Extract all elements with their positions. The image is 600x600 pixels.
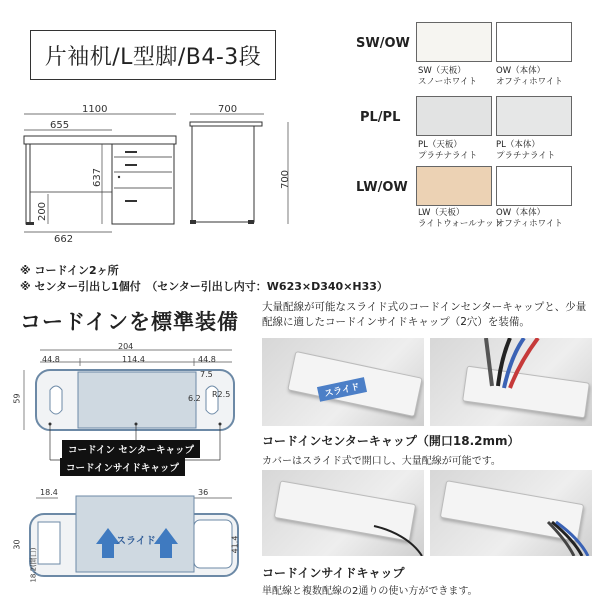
multi-cable	[430, 470, 592, 556]
dim-small-h: 6.2	[188, 394, 201, 403]
center-cap-photo-open	[430, 338, 592, 426]
dim-side-width: 700	[218, 104, 238, 115]
center-cap-photo-closed	[262, 338, 424, 426]
swatch-caption: OW（本体） オフティホワイト	[496, 208, 563, 229]
side-cap-heading: コードインサイドキャップ	[262, 566, 405, 580]
swatch-caption: LW（天板） ライトウォールナット	[418, 208, 503, 229]
note-center-drawer: ※ センター引出し1個付 （センター引出し内寸：W623×D340×H33）	[20, 280, 388, 293]
dim-width-total: 1100	[82, 104, 108, 115]
dim-height-inner: 637	[92, 167, 104, 188]
feature-heading: コードインを標準装備	[20, 310, 239, 334]
dim-small-r: 7.5	[200, 370, 213, 379]
slide-d2: 36	[198, 488, 209, 497]
color-code-lw-ow: LW/OW	[356, 180, 408, 195]
slide-label: スライド	[116, 536, 156, 547]
product-title: 片袖机/L型脚/B4-3段	[30, 30, 276, 80]
center-cap-label: コードイン センターキャップ	[62, 440, 200, 458]
dim-height-bottom: 200	[37, 201, 49, 222]
swatch-pl-body[interactable]	[496, 96, 572, 136]
swatch-sw-top[interactable]	[416, 22, 492, 62]
slide-tag: スライド	[317, 377, 367, 402]
swatch-caption: OW（本体） オフティホワイト	[496, 66, 563, 87]
dim-side-height: 700	[280, 169, 292, 190]
dim-left: 44.8	[42, 355, 60, 364]
swatch-caption: SW（天板） スノーホワイト	[418, 66, 477, 87]
center-cap-heading: コードインセンターキャップ（開口18.2mm）	[262, 434, 520, 448]
slide-d5: 41.4	[230, 535, 240, 554]
slide-d1: 18.4	[40, 488, 58, 497]
single-cable	[262, 470, 424, 556]
intro-text: 大量配線が可能なスライド式のコードインセンターキャップと、少量配線に適したコードインサイドキャップ（2穴）を装備。	[262, 301, 587, 328]
side-cap-label: コードインサイドキャップ	[60, 458, 185, 476]
side-cap-photo-multi	[430, 470, 592, 556]
dim-right: 44.8	[198, 355, 216, 364]
swatch-caption: PL（本体） プラチナライト	[496, 140, 556, 161]
dim-radius: R2.5	[212, 390, 231, 399]
color-code-sw-ow: SW/OW	[356, 36, 410, 51]
color-code-pl-pl: PL/PL	[360, 110, 401, 125]
dim-total: 204	[118, 342, 134, 351]
swatch-ow-body[interactable]	[496, 166, 572, 206]
swatch-ow-body[interactable]	[496, 22, 572, 62]
slide-d4: 18.2(開口)	[29, 547, 38, 583]
dim-depth-bottom: 662	[54, 234, 74, 245]
cable-bundle	[430, 338, 592, 426]
dim-mid: 114.4	[122, 355, 145, 364]
swatch-lw-top[interactable]	[416, 166, 492, 206]
side-cap-photo-single	[262, 470, 424, 556]
side-cap-text: 単配線と複数配線の2通りの使い方ができます。	[262, 586, 478, 597]
center-cap-text: カバーはスライド式で開口し、大量配線が可能です。	[262, 456, 501, 467]
swatch-pl-top[interactable]	[416, 96, 492, 136]
note-cord-in: ※ コードイン2ヶ所	[20, 264, 119, 277]
dim-width-left: 655	[50, 120, 70, 131]
dim-height: 59	[12, 393, 22, 404]
swatch-caption: PL（天板） プラチナライト	[418, 140, 478, 161]
slide-d3: 30	[12, 539, 22, 550]
